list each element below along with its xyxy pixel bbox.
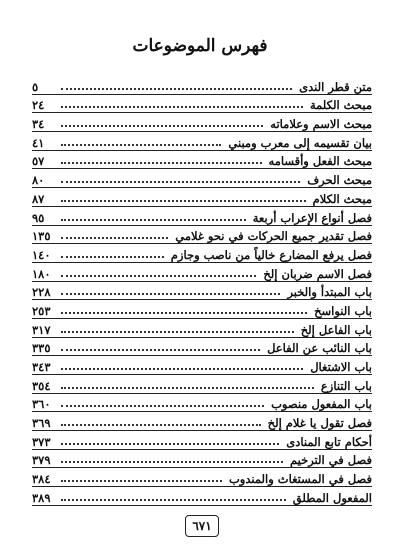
toc-entry-title: متن قطر الندى	[299, 79, 372, 94]
toc-entry-page: ٤١	[32, 135, 45, 150]
toc-entry-title: بيان تقسيمه إلى معرب ومبني	[228, 135, 372, 150]
toc-entry	[32, 169, 372, 188]
toc-entry	[32, 244, 372, 263]
toc-entry-title: باب التنازع	[320, 378, 372, 393]
dot-leader	[61, 200, 306, 202]
dot-leader	[61, 480, 222, 482]
toc-entry-page: ٢٢٨	[32, 285, 51, 300]
toc-entry	[32, 394, 372, 413]
dot-leader	[61, 219, 246, 221]
toc-entry	[32, 338, 372, 357]
toc-entry-page: ٣٦٠	[32, 397, 51, 412]
toc-entry	[32, 226, 372, 245]
toc-entry-page: ١٨٠	[32, 266, 51, 281]
table-of-contents	[32, 76, 372, 506]
dot-leader	[61, 312, 307, 314]
dot-leader	[61, 256, 164, 258]
toc-entry-page: ٢٥٣	[32, 303, 51, 318]
toc-entry	[32, 487, 372, 506]
toc-entry	[32, 450, 372, 469]
dot-leader	[61, 499, 286, 501]
toc-entry-title: مبحث الكلمة	[309, 98, 372, 113]
dot-leader	[61, 405, 264, 407]
toc-entry-page: ١٤٠	[32, 247, 51, 262]
dot-leader	[61, 181, 300, 183]
dot-leader	[61, 349, 260, 351]
dot-leader	[61, 125, 263, 127]
dot-leader	[61, 144, 221, 146]
toc-entry	[32, 356, 372, 375]
toc-entry-page: ٢٤	[32, 98, 45, 113]
page-title: فهرس الموضوعات	[132, 36, 268, 56]
dot-leader	[61, 387, 314, 389]
toc-entry	[32, 95, 372, 114]
toc-entry-title: باب النائب عن الفاعل	[267, 341, 372, 356]
page-number: ٦٧١	[185, 515, 219, 537]
toc-entry-page: ٣٨٩	[32, 490, 51, 505]
toc-entry-page: ١٣٥	[32, 229, 51, 244]
toc-entry	[32, 188, 372, 207]
toc-entry	[32, 282, 372, 301]
toc-entry-title: فصل في الترخيم	[289, 453, 372, 468]
toc-entry-title: فصل في المستغاث والمندوب	[228, 472, 372, 487]
toc-entry-page: ٣٤٣	[32, 360, 51, 374]
toc-entry-page: ٨٠	[32, 173, 45, 188]
dot-leader	[61, 88, 292, 90]
toc-entry-page: ٣٤	[32, 117, 45, 132]
toc-entry	[32, 412, 372, 431]
dot-leader	[61, 461, 283, 463]
toc-entry-title: فصل أنواع الإعراب أربعة	[252, 210, 372, 225]
toc-entry-title: مبحث الحرف	[307, 173, 372, 188]
toc-entry-page: ٣٨٤	[32, 472, 51, 487]
toc-entry-title: فصل تقول يا غلام إلخ	[267, 416, 372, 431]
toc-entry	[32, 431, 372, 450]
toc-entry-page: ٣٧٩	[32, 453, 51, 468]
toc-entry-title: فصل تقدير جميع الحركات في نحو غلامي	[175, 229, 372, 244]
dot-leader	[61, 106, 303, 108]
toc-entry-page: ٣٦٩	[32, 416, 51, 431]
toc-entry	[32, 375, 372, 394]
dot-leader	[61, 293, 280, 295]
toc-entry-title: مبحث الكلام	[312, 191, 372, 206]
dot-leader	[61, 237, 168, 239]
toc-entry-page: ٣٣٥	[32, 341, 51, 356]
toc-entry	[32, 468, 372, 487]
dot-leader	[61, 275, 256, 277]
toc-entry	[32, 300, 372, 319]
toc-entry	[32, 151, 372, 170]
toc-entry-page: ٨٧	[32, 191, 45, 206]
dot-leader	[61, 368, 303, 370]
toc-entry-title: أحكام تابع المنادى	[286, 434, 372, 449]
toc-entry	[32, 319, 372, 338]
toc-entry-page: ٣٥٤	[32, 378, 51, 393]
toc-entry-title: باب الاشتغال	[310, 360, 372, 374]
toc-entry	[32, 113, 372, 132]
toc-entry-page: ٩٥	[32, 210, 45, 225]
toc-entry-title: فصل الاسم ضربان إلخ	[263, 266, 372, 281]
toc-entry	[32, 132, 372, 151]
toc-entry-title: فصل يرفع المضارع خالياً من ناصب وجازم	[170, 247, 372, 262]
toc-entry-page: ٣٧٣	[32, 434, 51, 449]
dot-leader	[61, 331, 294, 333]
toc-entry-title: مبحث الفعل وأقسامه	[268, 154, 372, 169]
toc-entry	[32, 263, 372, 282]
toc-entry-page: ٥	[32, 79, 39, 94]
toc-entry-title: المفعول المطلق	[292, 490, 372, 505]
toc-entry	[32, 207, 372, 226]
toc-entry-page: ٣١٧	[32, 322, 51, 337]
dot-leader	[61, 162, 262, 164]
dot-leader	[61, 424, 261, 426]
toc-entry-title: باب المبتدأ والخبر	[287, 285, 372, 300]
toc-entry-page: ٥٧	[32, 154, 45, 169]
dot-leader	[61, 443, 279, 445]
toc-entry-title: باب المفعول منصوب	[271, 397, 372, 412]
toc-entry-title: باب الفاعل إلخ	[300, 322, 372, 337]
toc-entry	[32, 76, 372, 95]
toc-entry-title: مبحث الاسم وعلاماته	[270, 117, 372, 132]
toc-entry-title: باب النواسخ	[314, 303, 372, 318]
